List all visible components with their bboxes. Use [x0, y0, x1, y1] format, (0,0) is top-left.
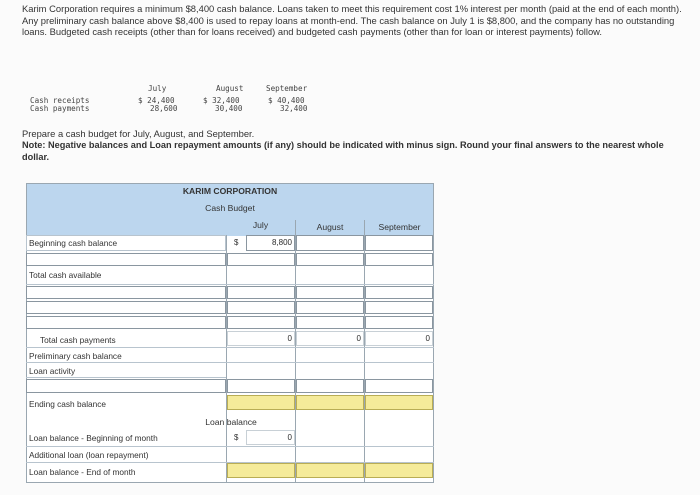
given-label-payments: Cash payments — [30, 104, 90, 113]
ending-balance-september-input[interactable] — [365, 395, 433, 410]
row-divider — [26, 347, 434, 348]
given-receipts-july: $ 24,400 — [138, 96, 175, 105]
payment-september-input-1[interactable] — [365, 286, 433, 299]
task-note: Note: Negative balances and Loan repayment amounts (if any) should be indicated with minus sign. Round your final answers to the nearest whole dollar. — [22, 140, 664, 162]
currency-symbol: $ — [234, 238, 239, 247]
receipt-august-input[interactable] — [296, 253, 364, 266]
loan-end-september-input[interactable] — [365, 463, 433, 478]
loan-activity-september-input[interactable] — [365, 379, 433, 393]
payment-july-input-1[interactable] — [227, 286, 295, 299]
payment-july-input-2[interactable] — [227, 301, 295, 314]
payment-label-input-2[interactable] — [26, 301, 226, 314]
loan-begin-july: 0 — [246, 430, 295, 445]
given-receipts-august: $ 32,400 — [203, 96, 240, 105]
loan-activity-july-input[interactable] — [227, 379, 295, 393]
beginning-balance-july[interactable]: 8,800 — [246, 235, 295, 251]
ending-balance-august-input[interactable] — [296, 395, 364, 410]
additional-loan-label: Additional loan (loan repayment) — [29, 450, 149, 460]
loan-balance-beginning-label: Loan balance - Beginning of month — [29, 433, 158, 443]
payment-august-input-3[interactable] — [296, 316, 364, 329]
receipt-label-input[interactable] — [26, 253, 226, 266]
loan-end-july-input[interactable] — [227, 463, 295, 478]
col-header-september: September — [378, 222, 421, 232]
given-payments-august: 30,400 — [215, 104, 243, 113]
ending-balance-july-input[interactable] — [227, 395, 295, 410]
total-cash-available-label: Total cash available — [29, 270, 102, 280]
payment-july-input-3[interactable] — [227, 316, 295, 329]
given-month-july: July — [148, 84, 167, 93]
row-divider — [26, 377, 226, 378]
beginning-cash-balance-label: Beginning cash balance — [29, 238, 118, 248]
currency-symbol: $ — [234, 433, 239, 442]
given-month-september: September — [266, 84, 308, 93]
loan-activity-label-input[interactable] — [26, 379, 226, 393]
given-month-august: August — [216, 84, 244, 93]
loan-balance-end-label: Loan balance - End of month — [29, 467, 136, 477]
col-header-august: August — [316, 222, 344, 232]
loan-end-august-input[interactable] — [296, 463, 364, 478]
loan-activity-august-input[interactable] — [296, 379, 364, 393]
given-label-receipts: Cash receipts — [30, 96, 90, 105]
receipt-september-input[interactable] — [365, 253, 433, 266]
total-payments-august: 0 — [296, 331, 364, 346]
row-divider — [26, 284, 434, 285]
ending-cash-balance-label: Ending cash balance — [29, 399, 107, 409]
company-name: KARIM CORPORATION — [182, 186, 278, 196]
preliminary-cash-balance-label: Preliminary cash balance — [29, 351, 122, 361]
given-receipts-september: $ 40,400 — [268, 96, 305, 105]
payment-label-input-1[interactable] — [26, 286, 226, 299]
beginning-balance-august[interactable] — [296, 235, 364, 251]
payment-august-input-2[interactable] — [296, 301, 364, 314]
given-payments-july: 28,600 — [150, 104, 178, 113]
row-divider — [26, 446, 434, 447]
budget-subtitle: Cash Budget — [205, 203, 255, 213]
loan-balance-header: Loan balance — [205, 417, 257, 427]
total-payments-september: 0 — [365, 331, 433, 346]
problem-statement: Karim Corporation requires a minimum $8,400 cash balance. Loans taken to meet this requirement cost 1% interest per month (paid at the end of each month). Any preliminary cash balance above $8,400 is used to repay loans at month-end. The cash balance on July 1 is $8,800, and the company has no outstanding loans. Budgeted cash receipts (other than for loans received) and budgeted cash payments (other than for loan or interest payments) follow. — [22, 3, 682, 38]
payment-september-input-2[interactable] — [365, 301, 433, 314]
col-header-july: July — [252, 220, 269, 230]
payment-september-input-3[interactable] — [365, 316, 433, 329]
task-prompt: Prepare a cash budget for July, August, and September. — [22, 128, 255, 139]
total-payments-july: 0 — [227, 331, 295, 346]
beginning-balance-september[interactable] — [365, 235, 433, 251]
row-divider — [26, 362, 434, 363]
payment-august-input-1[interactable] — [296, 286, 364, 299]
receipt-july-input[interactable] — [227, 253, 295, 266]
given-payments-september: 32,400 — [280, 104, 308, 113]
total-cash-payments-label: Total cash payments — [40, 335, 116, 345]
loan-activity-label: Loan activity — [29, 366, 76, 376]
payment-label-input-3[interactable] — [26, 316, 226, 329]
